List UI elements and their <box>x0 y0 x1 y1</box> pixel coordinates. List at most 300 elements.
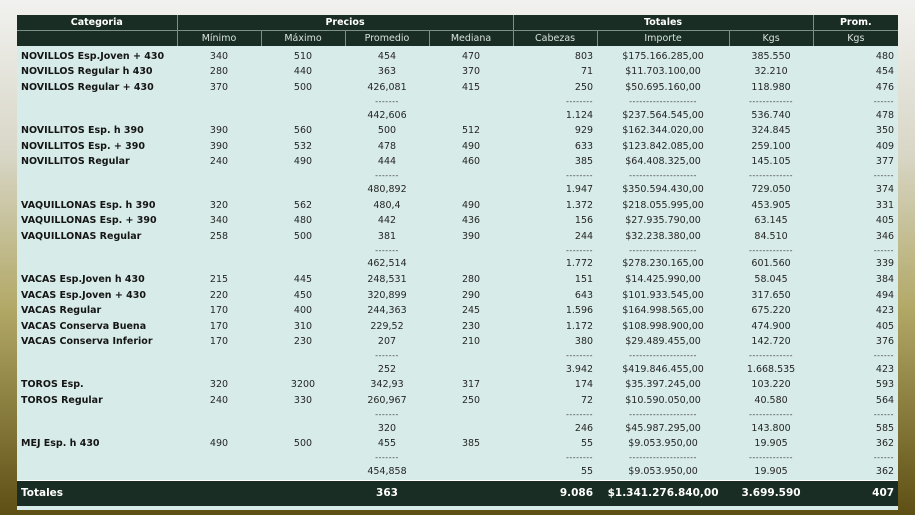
cell-maximo: 310 <box>293 320 313 332</box>
cell-minimo: 240 <box>209 395 229 407</box>
cell-maximo: 562 <box>293 199 313 211</box>
cell-prom-kgs: 405 <box>875 320 895 332</box>
cell-importe: -------------------- <box>629 453 697 463</box>
cell-minimo: 490 <box>209 438 229 450</box>
cell-promedio: 244,363 <box>367 305 407 317</box>
cell-categoria: VAQUILLONAS Esp. + 390 <box>21 215 157 227</box>
cell-mediana <box>429 362 513 378</box>
cell-cabezas: 250 <box>574 81 594 93</box>
cell-categoria <box>17 170 177 182</box>
cell-importe: $32.238.380,00 <box>625 230 701 242</box>
cell-cabezas: 803 <box>574 50 594 62</box>
cell-kgs: 145.105 <box>751 156 791 168</box>
cell-importe: $29.489.455,00 <box>625 336 701 348</box>
cell-prom-kgs: 585 <box>875 422 895 434</box>
cell-importe: $64.408.325,00 <box>625 156 701 168</box>
cell-minimo: 258 <box>209 230 229 242</box>
table-row <box>17 155 898 171</box>
cell-mediana <box>429 257 513 273</box>
cell-mediana <box>429 108 513 124</box>
cell-maximo: 500 <box>293 81 313 93</box>
cell-minimo: 390 <box>209 140 229 152</box>
cell-minimo: 170 <box>209 320 229 332</box>
table-row <box>17 65 898 81</box>
cell-prom-kgs: 454 <box>875 66 895 78</box>
cell-categoria: NOVILLITOS Regular <box>21 156 130 168</box>
cell-categoria: VAQUILLONAS Esp. h 390 <box>21 199 156 211</box>
cell-importe: $350.594.430,00 <box>622 183 704 195</box>
table-row <box>17 213 898 229</box>
cell-prom-kgs: 405 <box>875 215 895 227</box>
cell-categoria <box>17 362 177 378</box>
cell-promedio: ------- <box>375 453 399 463</box>
cell-importe: -------------------- <box>629 351 697 361</box>
table-row <box>17 436 898 452</box>
cell-kgs: ------------- <box>749 351 794 361</box>
cell-minimo <box>177 362 261 378</box>
cell-importe: $278.230.165,00 <box>622 258 704 270</box>
cell-minimo <box>177 257 261 273</box>
cell-cabezas: 71 <box>580 66 594 78</box>
cell-maximo: 500 <box>293 230 313 242</box>
cell-minimo <box>177 409 261 421</box>
cell-mediana <box>429 409 513 421</box>
cell-promedio: 320,899 <box>367 289 407 301</box>
cell-mediana <box>429 170 513 182</box>
subheader-prom-kgs: Kgs <box>813 31 898 47</box>
cell-prom-kgs: 423 <box>875 305 895 317</box>
cell-categoria: NOVILLITOS Esp. h 390 <box>21 125 144 137</box>
separator-row <box>17 245 898 257</box>
cell-kgs: 536.740 <box>751 109 791 121</box>
cell-cabezas: 380 <box>574 336 594 348</box>
cell-importe: $11.703.100,00 <box>625 66 701 78</box>
cell-mediana <box>429 421 513 437</box>
cell-kgs: 63.145 <box>754 215 788 227</box>
cell-cabezas: 633 <box>574 140 594 152</box>
cell-minimo <box>177 452 261 464</box>
cell-promedio: 426,081 <box>367 81 407 93</box>
cell-kgs: ------------- <box>749 453 794 463</box>
cell-promedio: ------- <box>375 409 399 419</box>
cell-kgs: 259.100 <box>751 140 791 152</box>
cell-cabezas: 1.372 <box>565 199 594 211</box>
cell-categoria <box>17 257 177 273</box>
cell-categoria: VACAS Esp.Joven + 430 <box>21 289 146 301</box>
totals-min <box>177 480 261 506</box>
cell-mediana: 436 <box>461 215 481 227</box>
cell-promedio: ------- <box>375 171 399 181</box>
cell-cabezas: 72 <box>580 395 594 407</box>
cell-prom-kgs: 339 <box>875 258 895 270</box>
cell-maximo <box>261 182 345 198</box>
cell-cabezas: -------- <box>565 351 594 361</box>
table-body <box>17 46 898 480</box>
cell-minimo <box>177 350 261 362</box>
subheader-kgs: Kgs <box>729 31 813 47</box>
cell-mediana: 280 <box>461 273 481 285</box>
cell-importe: $108.998.900,00 <box>622 320 704 332</box>
separator-row <box>17 96 898 108</box>
cell-mediana: 250 <box>461 395 481 407</box>
cell-cabezas: 55 <box>580 438 594 450</box>
cell-prom-kgs: ------ <box>873 96 895 106</box>
cell-promedio: ------- <box>375 96 399 106</box>
cell-importe: $10.590.050,00 <box>625 395 701 407</box>
cell-categoria: VACAS Esp.Joven h 430 <box>21 273 145 285</box>
cell-categoria: VACAS Conserva Buena <box>21 320 147 332</box>
cell-prom-kgs: 331 <box>875 199 895 211</box>
totals-prom: 363 <box>345 480 429 506</box>
separator-row <box>17 409 898 421</box>
cell-prom-kgs: 362 <box>875 465 895 477</box>
cell-maximo <box>261 452 345 464</box>
table-row <box>17 182 898 198</box>
separator-row <box>17 452 898 464</box>
cell-promedio: 442 <box>377 215 397 227</box>
cell-kgs: 32.210 <box>754 66 788 78</box>
header-precios: Precios <box>177 15 513 31</box>
cell-cabezas: 156 <box>574 215 594 227</box>
cell-prom-kgs: 423 <box>875 363 895 375</box>
cell-maximo <box>261 464 345 480</box>
cell-cabezas: 246 <box>574 422 594 434</box>
cell-promedio: 248,531 <box>367 273 407 285</box>
table-row <box>17 108 898 124</box>
table-row <box>17 272 898 288</box>
cell-importe: $164.998.565,00 <box>622 305 704 317</box>
table-row <box>17 49 898 65</box>
cell-kgs: 58.045 <box>754 273 788 285</box>
cell-importe: $9.053.950,00 <box>628 465 698 477</box>
cell-kgs: 103.220 <box>751 379 791 391</box>
cell-minimo: 370 <box>209 81 229 93</box>
cell-kgs: 143.800 <box>751 422 791 434</box>
cell-minimo <box>177 182 261 198</box>
cell-prom-kgs: ------ <box>873 171 895 181</box>
cell-prom-kgs: 480 <box>875 50 895 62</box>
cell-mediana: 290 <box>461 289 481 301</box>
cell-categoria <box>17 350 177 362</box>
cell-promedio: 320 <box>377 422 397 434</box>
cell-mediana <box>429 452 513 464</box>
cell-maximo: 480 <box>293 215 313 227</box>
cell-categoria <box>17 464 177 480</box>
cell-categoria: VACAS Conserva Inferior <box>21 336 153 348</box>
cell-mediana: 512 <box>461 125 481 137</box>
cell-prom-kgs: 593 <box>875 379 895 391</box>
cell-prom-kgs: 478 <box>875 109 895 121</box>
table-row <box>17 80 898 96</box>
cell-maximo <box>261 96 345 108</box>
subheader-mediana: Mediana <box>429 31 513 47</box>
cell-kgs: 40.580 <box>754 395 788 407</box>
cell-categoria <box>17 96 177 108</box>
cell-maximo <box>261 108 345 124</box>
table-row <box>17 393 898 409</box>
cell-promedio: 207 <box>377 336 397 348</box>
cell-kgs: 1.668.535 <box>746 363 796 375</box>
cell-maximo <box>261 362 345 378</box>
cell-maximo: 440 <box>293 66 313 78</box>
cell-maximo: 490 <box>293 156 313 168</box>
cell-cabezas: 174 <box>574 379 594 391</box>
cell-mediana: 490 <box>461 140 481 152</box>
cell-maximo <box>261 421 345 437</box>
cell-kgs: ------------- <box>749 96 794 106</box>
cell-cabezas: 1.947 <box>565 183 594 195</box>
cell-prom-kgs: 564 <box>875 395 895 407</box>
cell-minimo: 340 <box>209 50 229 62</box>
cell-minimo: 170 <box>209 336 229 348</box>
header-prom: Prom. <box>813 15 898 31</box>
cell-categoria <box>17 245 177 257</box>
cell-prom-kgs: 377 <box>875 156 895 168</box>
cell-categoria: NOVILLOS Regular + 430 <box>21 81 154 93</box>
cell-maximo: 510 <box>293 50 313 62</box>
separator-row <box>17 350 898 362</box>
cell-cabezas: 643 <box>574 289 594 301</box>
cell-kgs: 317.650 <box>751 289 791 301</box>
totals-importe: $1.341.276.840,00 <box>597 480 729 506</box>
table-row <box>17 378 898 394</box>
cell-promedio: 454 <box>377 50 397 62</box>
cell-minimo <box>177 96 261 108</box>
subheader-importe: Importe <box>597 31 729 47</box>
cell-promedio: 455 <box>377 438 397 450</box>
cell-prom-kgs: 409 <box>875 140 895 152</box>
cell-promedio: 252 <box>377 363 397 375</box>
cell-cabezas: -------- <box>565 409 594 419</box>
cell-minimo: 390 <box>209 125 229 137</box>
cell-importe: $162.344.020,00 <box>622 125 704 137</box>
cell-cabezas: -------- <box>565 171 594 181</box>
cell-maximo: 500 <box>293 438 313 450</box>
cell-maximo <box>261 257 345 273</box>
cell-maximo: 3200 <box>290 379 316 391</box>
totals-med <box>429 480 513 506</box>
cell-importe: -------------------- <box>629 409 697 419</box>
cell-prom-kgs: 494 <box>875 289 895 301</box>
cell-promedio: 381 <box>377 230 397 242</box>
cell-prom-kgs: ------ <box>873 453 895 463</box>
cell-importe: $237.564.545,00 <box>622 109 704 121</box>
cell-importe: $101.933.545,00 <box>622 289 704 301</box>
cell-mediana: 245 <box>461 305 481 317</box>
cell-prom-kgs: ------ <box>873 351 895 361</box>
cell-maximo: 450 <box>293 289 313 301</box>
livestock-summary-table <box>17 15 898 506</box>
cell-promedio: 229,52 <box>370 320 404 332</box>
cell-promedio: 480,892 <box>367 183 407 195</box>
cell-kgs: 601.560 <box>751 258 791 270</box>
cell-importe: $175.166.285,00 <box>622 50 704 62</box>
cell-categoria <box>17 409 177 421</box>
cell-prom-kgs: 374 <box>875 183 895 195</box>
cell-cabezas: 244 <box>574 230 594 242</box>
table-row <box>17 362 898 378</box>
table-row <box>17 464 898 480</box>
cell-categoria: TOROS Regular <box>21 395 103 407</box>
cell-mediana <box>429 182 513 198</box>
cell-cabezas: 929 <box>574 125 594 137</box>
cell-minimo: 170 <box>209 305 229 317</box>
cell-promedio: 363 <box>377 66 397 78</box>
cell-cabezas: 1.772 <box>565 258 594 270</box>
totals-row <box>17 480 898 506</box>
cell-mediana: 370 <box>461 66 481 78</box>
cell-prom-kgs: 362 <box>875 438 895 450</box>
cell-categoria: NOVILLITOS Esp. + 390 <box>21 140 145 152</box>
cell-promedio: ------- <box>375 351 399 361</box>
cell-cabezas: 1.596 <box>565 305 594 317</box>
subheader-maximo: Máximo <box>261 31 345 47</box>
table-row <box>17 257 898 273</box>
cell-cabezas: 385 <box>574 156 594 168</box>
table-row <box>17 319 898 335</box>
cell-minimo <box>177 170 261 182</box>
cell-categoria: TOROS Esp. <box>21 379 84 391</box>
subheader-promedio: Promedio <box>345 31 429 47</box>
table-row <box>17 229 898 245</box>
cell-promedio: 480,4 <box>373 199 401 211</box>
header-categoria: Categoria <box>17 15 177 31</box>
cell-prom-kgs: 346 <box>875 230 895 242</box>
cell-maximo: 560 <box>293 125 313 137</box>
cell-minimo <box>177 421 261 437</box>
cell-kgs: 675.220 <box>751 305 791 317</box>
cell-minimo: 280 <box>209 66 229 78</box>
cell-importe: -------------------- <box>629 96 697 106</box>
table-row <box>17 198 898 214</box>
cell-kgs: 385.550 <box>751 50 791 62</box>
table-header <box>17 15 898 46</box>
table-row <box>17 421 898 437</box>
cell-importe: $45.987.295,00 <box>625 422 701 434</box>
cell-mediana: 230 <box>461 320 481 332</box>
cell-kgs: 474.900 <box>751 320 791 332</box>
subheader-empty <box>17 31 177 47</box>
cell-maximo: 230 <box>293 336 313 348</box>
cell-promedio: 462,514 <box>367 258 407 270</box>
table-row <box>17 123 898 139</box>
cell-kgs: 324.845 <box>751 125 791 137</box>
cell-minimo: 215 <box>209 273 229 285</box>
cell-mediana: 415 <box>461 81 481 93</box>
cell-importe: $14.425.990,00 <box>625 273 701 285</box>
table-row <box>17 139 898 155</box>
cell-importe: $35.397.245,00 <box>625 379 701 391</box>
cell-promedio: 260,967 <box>367 395 407 407</box>
totals-section <box>17 480 898 506</box>
cell-maximo <box>261 350 345 362</box>
cell-kgs: 142.720 <box>751 336 791 348</box>
cell-kgs: 453.905 <box>751 199 791 211</box>
cell-prom-kgs: ------ <box>873 245 895 255</box>
cell-mediana: 317 <box>461 379 481 391</box>
cell-cabezas: 1.124 <box>565 109 594 121</box>
cell-categoria: VAQUILLONAS Regular <box>21 230 142 242</box>
totals-kgs: 3.699.590 <box>729 480 813 506</box>
cell-categoria <box>17 182 177 198</box>
cell-maximo <box>261 170 345 182</box>
cell-minimo <box>177 108 261 124</box>
cell-cabezas: 151 <box>574 273 594 285</box>
totals-prom-kgs: 407 <box>813 480 898 506</box>
cell-importe: $27.935.790,00 <box>625 215 701 227</box>
summary-table-frame <box>17 15 898 510</box>
cell-kgs: 729.050 <box>751 183 791 195</box>
cell-mediana <box>429 245 513 257</box>
cell-kgs: 84.510 <box>754 230 788 242</box>
cell-categoria: MEJ Esp. h 430 <box>21 438 100 450</box>
cell-importe: $218.055.995,00 <box>622 199 704 211</box>
cell-cabezas: -------- <box>565 453 594 463</box>
cell-maximo: 445 <box>293 273 313 285</box>
cell-categoria <box>17 452 177 464</box>
cell-prom-kgs: 376 <box>875 336 895 348</box>
cell-promedio: 444 <box>377 156 397 168</box>
cell-promedio: 500 <box>377 125 397 137</box>
subheader-cabezas: Cabezas <box>513 31 597 47</box>
cell-minimo: 340 <box>209 215 229 227</box>
cell-kgs: ------------- <box>749 171 794 181</box>
cell-mediana: 460 <box>461 156 481 168</box>
cell-mediana: 385 <box>461 438 481 450</box>
cell-prom-kgs: 476 <box>875 81 895 93</box>
cell-maximo <box>261 245 345 257</box>
cell-cabezas: -------- <box>565 245 594 255</box>
cell-mediana <box>429 350 513 362</box>
cell-importe: $9.053.950,00 <box>628 438 698 450</box>
cell-prom-kgs: 384 <box>875 273 895 285</box>
cell-kgs: 19.905 <box>754 465 788 477</box>
totals-label: Totales <box>17 480 177 506</box>
cell-categoria: VACAS Regular <box>21 305 102 317</box>
cell-maximo: 400 <box>293 305 313 317</box>
table-row <box>17 288 898 304</box>
cell-categoria: NOVILLOS Regular h 430 <box>21 66 153 78</box>
cell-minimo: 320 <box>209 199 229 211</box>
cell-promedio: 454,858 <box>367 465 407 477</box>
cell-importe: $123.842.085,00 <box>622 140 704 152</box>
cell-maximo: 330 <box>293 395 313 407</box>
cell-cabezas: 3.942 <box>565 363 594 375</box>
cell-kgs: 19.905 <box>754 438 788 450</box>
cell-categoria <box>17 421 177 437</box>
totals-cabezas: 9.086 <box>513 480 597 506</box>
cell-promedio: 442,606 <box>367 109 407 121</box>
cell-categoria: NOVILLOS Esp.Joven + 430 <box>21 50 165 62</box>
cell-maximo: 532 <box>293 140 313 152</box>
subheader-minimo: Mínimo <box>177 31 261 47</box>
cell-importe: $419.846.455,00 <box>622 363 704 375</box>
cell-mediana <box>429 464 513 480</box>
header-totales: Totales <box>513 15 813 31</box>
cell-mediana: 390 <box>461 230 481 242</box>
cell-importe: -------------------- <box>629 245 697 255</box>
cell-minimo: 220 <box>209 289 229 301</box>
separator-row <box>17 170 898 182</box>
cell-categoria <box>17 108 177 124</box>
cell-minimo: 240 <box>209 156 229 168</box>
cell-cabezas: 1.172 <box>565 320 594 332</box>
table-row <box>17 335 898 351</box>
cell-minimo <box>177 245 261 257</box>
cell-kgs: ------------- <box>749 409 794 419</box>
cell-cabezas: 55 <box>580 465 594 477</box>
cell-promedio: 342,93 <box>370 379 404 391</box>
